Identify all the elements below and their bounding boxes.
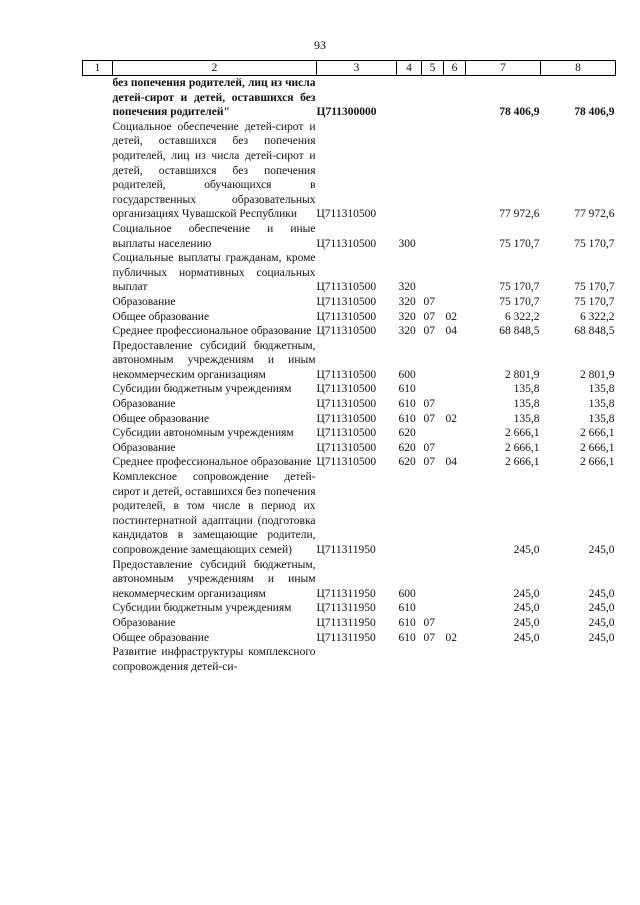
row-vr-cell: 610 <box>398 616 416 629</box>
row-rz-cell: 07 <box>423 398 435 411</box>
row-sum1-cell: 75 170,7 <box>499 237 540 250</box>
row-sum1-cell: 135,8 <box>513 398 540 411</box>
row-name-cell: Субсидии бюджетным учреждениям <box>112 383 292 396</box>
row-vr-cell: 610 <box>398 412 416 425</box>
row-name-cell: Общее образование <box>112 631 210 644</box>
row-pr-cell <box>444 382 466 397</box>
row-pr-cell <box>444 251 466 295</box>
row-rz-cell <box>422 645 444 674</box>
row-name-cell: Комплексное сопровождение детей-сирот и детей, оставшихся без попечения родителей, в том числе в период их постинтернатной адаптации (подготовка кандидатов в замещающие родители, сопровождение замещающих семей) <box>112 471 316 556</box>
row-index-cell <box>83 616 113 631</box>
row-name-cell: Среднее профессиональное образование <box>112 325 312 338</box>
header-col-5: 5 <box>422 61 444 76</box>
row-rz-cell <box>422 120 444 222</box>
row-rz-cell: 07 <box>423 412 435 425</box>
row-index-cell <box>83 222 113 251</box>
row-name-cell: Общее образование <box>112 412 210 425</box>
row-index-cell <box>83 251 113 295</box>
row-vr-cell: 600 <box>398 368 416 381</box>
row-rz-cell <box>422 251 444 295</box>
table-row <box>83 324 616 339</box>
row-code-cell: Ц711311950 <box>316 602 376 615</box>
row-index-cell <box>83 397 113 412</box>
row-code-cell: Ц711311950 <box>316 616 376 629</box>
row-vr-cell: 610 <box>398 631 416 644</box>
row-name-cell: Образование <box>112 441 176 454</box>
page-number: 93 <box>314 38 326 52</box>
row-rz-cell <box>422 601 444 616</box>
row-code-cell: Ц711311950 <box>316 587 376 600</box>
table-row <box>83 631 616 646</box>
row-sum1-cell: 245,0 <box>513 587 540 600</box>
row-rz-cell: 07 <box>423 441 435 454</box>
row-sum1-cell: 75 170,7 <box>499 281 540 294</box>
row-sum2-cell: 6 322,2 <box>580 310 615 323</box>
row-index-cell <box>83 382 113 397</box>
row-code-cell: Ц711310500 <box>316 456 377 469</box>
row-name-cell: Образование <box>112 295 176 308</box>
row-sum2-cell: 75 170,7 <box>574 237 615 250</box>
row-index-cell <box>83 412 113 427</box>
row-name-cell: Социальные выплаты гражданам, кроме публичных нормативных социальных выплат <box>112 252 316 294</box>
row-sum2-cell: 78 406,9 <box>574 106 615 119</box>
row-name-cell: Предоставление субсидий бюджетным, автономным учреждениям и иным некоммерческим организациям <box>112 558 316 600</box>
row-index-cell <box>83 426 113 441</box>
header-col-4: 4 <box>397 61 422 76</box>
table-row <box>83 645 616 674</box>
row-vr-cell: 620 <box>398 456 416 469</box>
row-vr-cell: 610 <box>398 398 416 411</box>
row-sum2-cell: 2 666,1 <box>580 456 615 469</box>
row-sum2-cell: 77 972,6 <box>574 208 615 221</box>
header-col-3: 3 <box>317 61 397 76</box>
row-vr-cell: 600 <box>398 587 416 600</box>
row-pr-cell <box>444 222 466 251</box>
table-row <box>83 339 616 383</box>
row-pr-cell <box>444 601 466 616</box>
row-pr-cell <box>444 441 466 456</box>
header-col-2: 2 <box>113 61 317 76</box>
row-rz-cell: 07 <box>423 631 435 644</box>
row-pr-cell: 02 <box>445 631 457 644</box>
row-sum1-cell: 2 666,1 <box>505 456 540 469</box>
table-body <box>83 76 616 675</box>
row-rz-cell <box>422 222 444 251</box>
row-sum2-cell: 135,8 <box>588 398 615 411</box>
budget-table <box>82 60 616 674</box>
row-vr-cell <box>397 470 422 558</box>
row-vr-cell <box>397 645 422 674</box>
row-sum1-cell: 245,0 <box>513 544 540 556</box>
row-code-cell: Ц711310500 <box>316 398 377 411</box>
row-rz-cell: 07 <box>423 456 435 469</box>
row-code-cell: Ц711310500 <box>316 325 377 338</box>
row-code-cell: Ц711310500 <box>316 310 377 323</box>
table-row <box>83 470 616 558</box>
row-code-cell: Ц711310500 <box>316 237 377 250</box>
row-index-cell <box>83 76 113 120</box>
row-name-cell: Образование <box>112 616 176 629</box>
row-code-cell: Ц711310500 <box>316 208 377 221</box>
row-sum1-cell: 135,8 <box>513 383 540 396</box>
header-col-8: 8 <box>541 61 616 76</box>
row-rz-cell <box>422 76 444 120</box>
row-sum1-cell <box>466 645 541 674</box>
row-index-cell <box>83 120 113 222</box>
table-row <box>83 601 616 616</box>
row-sum2-cell: 135,8 <box>588 412 615 425</box>
row-sum1-cell: 2 801,9 <box>505 368 540 381</box>
row-code-cell <box>317 645 397 674</box>
row-name-cell: Социальное обеспечение и иные выплаты населению <box>112 222 316 250</box>
row-vr-cell: 610 <box>398 602 416 615</box>
row-code-cell: Ц711311950 <box>316 544 376 556</box>
row-vr-cell: 320 <box>398 325 416 338</box>
row-name-cell: Среднее профессиональное образование <box>112 456 312 469</box>
row-index-cell <box>83 601 113 616</box>
row-index-cell <box>83 324 113 339</box>
row-sum1-cell: 245,0 <box>513 616 540 629</box>
row-sum2-cell: 2 666,1 <box>580 427 615 440</box>
row-index-cell <box>83 631 113 646</box>
row-rz-cell: 07 <box>423 325 435 338</box>
row-name-cell: Предоставление субсидий бюджетным, автономным учреждениям и иным некоммерческим организациям <box>112 339 316 381</box>
row-name-cell: Развитие инфраструктуры комплексного сопровождения детей-си- <box>112 646 316 673</box>
row-pr-cell: 04 <box>445 325 457 338</box>
row-index-cell <box>83 645 113 674</box>
table-row <box>83 616 616 631</box>
row-vr-cell: 610 <box>398 383 416 396</box>
row-pr-cell <box>444 558 466 602</box>
row-sum1-cell: 68 848,5 <box>499 325 540 338</box>
row-sum1-cell: 2 666,1 <box>505 441 540 454</box>
row-pr-cell <box>444 616 466 631</box>
row-pr-cell <box>444 295 466 310</box>
row-sum2-cell: 75 170,7 <box>574 295 615 308</box>
row-rz-cell <box>422 470 444 558</box>
row-name-cell: без попечения родителей, лиц из числа детей-сирот и детей, оставшихся без попечения родителей" <box>112 77 316 119</box>
row-pr-cell <box>444 470 466 558</box>
header-col-6: 6 <box>444 61 466 76</box>
row-sum2-cell: 245,0 <box>588 616 615 629</box>
row-vr-cell <box>397 120 422 222</box>
row-rz-cell <box>422 339 444 383</box>
row-rz-cell <box>422 558 444 602</box>
row-code-cell: Ц711311950 <box>316 631 376 644</box>
row-rz-cell: 07 <box>423 295 435 308</box>
row-sum2-cell: 75 170,7 <box>574 281 615 294</box>
row-sum1-cell: 6 322,2 <box>505 310 540 323</box>
table-row <box>83 382 616 397</box>
row-code-cell: Ц711310500 <box>316 295 377 308</box>
row-sum2-cell: 135,8 <box>588 383 615 396</box>
row-vr-cell <box>397 76 422 120</box>
row-name-cell: Субсидии бюджетным учреждениям <box>112 602 292 615</box>
row-rz-cell <box>422 382 444 397</box>
row-code-cell: Ц711310500 <box>316 441 377 454</box>
table-row <box>83 222 616 251</box>
row-sum1-cell: 77 972,6 <box>499 208 540 221</box>
row-sum1-cell: 245,0 <box>513 602 540 615</box>
row-sum2-cell <box>541 645 616 674</box>
row-rz-cell <box>422 426 444 441</box>
row-code-cell: Ц711310500 <box>316 368 377 381</box>
row-sum1-cell: 75 170,7 <box>499 295 540 308</box>
row-sum2-cell: 245,0 <box>588 602 615 615</box>
row-code-cell: Ц711300000 <box>316 106 377 119</box>
row-rz-cell: 07 <box>423 310 435 323</box>
row-index-cell <box>83 470 113 558</box>
row-vr-cell: 300 <box>398 237 416 250</box>
table-row <box>83 76 616 120</box>
row-pr-cell: 02 <box>445 412 457 425</box>
row-name-cell: Субсидии автономным учреждениям <box>112 427 294 440</box>
row-index-cell <box>83 339 113 383</box>
row-pr-cell <box>444 397 466 412</box>
row-index-cell <box>83 558 113 602</box>
row-sum2-cell: 2 801,9 <box>580 368 615 381</box>
row-sum2-cell: 245,0 <box>588 587 615 600</box>
row-pr-cell <box>444 645 466 674</box>
row-index-cell <box>83 295 113 310</box>
row-sum2-cell: 245,0 <box>588 631 615 644</box>
row-name-cell: Общее образование <box>112 310 210 323</box>
row-code-cell: Ц711310500 <box>316 383 377 396</box>
row-sum1-cell: 2 666,1 <box>505 427 540 440</box>
row-index-cell <box>83 310 113 325</box>
row-code-cell: Ц711310500 <box>316 412 377 425</box>
row-sum1-cell: 245,0 <box>513 631 540 644</box>
table-row <box>83 251 616 295</box>
row-pr-cell <box>444 120 466 222</box>
row-sum1-cell: 135,8 <box>513 412 540 425</box>
row-sum2-cell: 245,0 <box>588 544 615 556</box>
table-row <box>83 310 616 325</box>
table-row <box>83 455 616 470</box>
row-name-cell: Социальное обеспечение детей-сирот и детей, оставшихся без попечения родителей, лиц из числа детей-сирот и детей, оставшихся без попечения родителей, обучающихся в государственных образовательных организациях Чувашской Республики <box>112 120 316 221</box>
table-row <box>83 120 616 222</box>
row-vr-cell: 620 <box>398 441 416 454</box>
table-row <box>83 412 616 427</box>
row-sum1-cell: 78 406,9 <box>499 106 540 119</box>
row-code-cell: Ц711310500 <box>316 281 377 294</box>
row-pr-cell <box>444 426 466 441</box>
row-index-cell <box>83 455 113 470</box>
row-code-cell: Ц711310500 <box>316 427 377 440</box>
table-row <box>83 441 616 456</box>
row-index-cell <box>83 441 113 456</box>
header-col-1: 1 <box>83 61 113 76</box>
row-pr-cell: 04 <box>445 456 457 469</box>
table-row <box>83 397 616 412</box>
table-row <box>83 558 616 602</box>
table-row <box>83 426 616 441</box>
header-row <box>83 61 616 76</box>
row-vr-cell: 320 <box>398 295 416 308</box>
row-pr-cell: 02 <box>445 310 457 323</box>
row-vr-cell: 620 <box>398 427 416 440</box>
row-vr-cell: 320 <box>398 310 416 323</box>
row-rz-cell: 07 <box>423 616 435 629</box>
table-header <box>83 61 616 76</box>
row-name-cell: Образование <box>112 398 176 411</box>
row-pr-cell <box>444 76 466 120</box>
row-pr-cell <box>444 339 466 383</box>
row-vr-cell: 320 <box>398 281 416 294</box>
row-sum2-cell: 68 848,5 <box>574 325 615 338</box>
row-sum2-cell: 2 666,1 <box>580 441 615 454</box>
header-col-7: 7 <box>466 61 541 76</box>
table-row <box>83 295 616 310</box>
